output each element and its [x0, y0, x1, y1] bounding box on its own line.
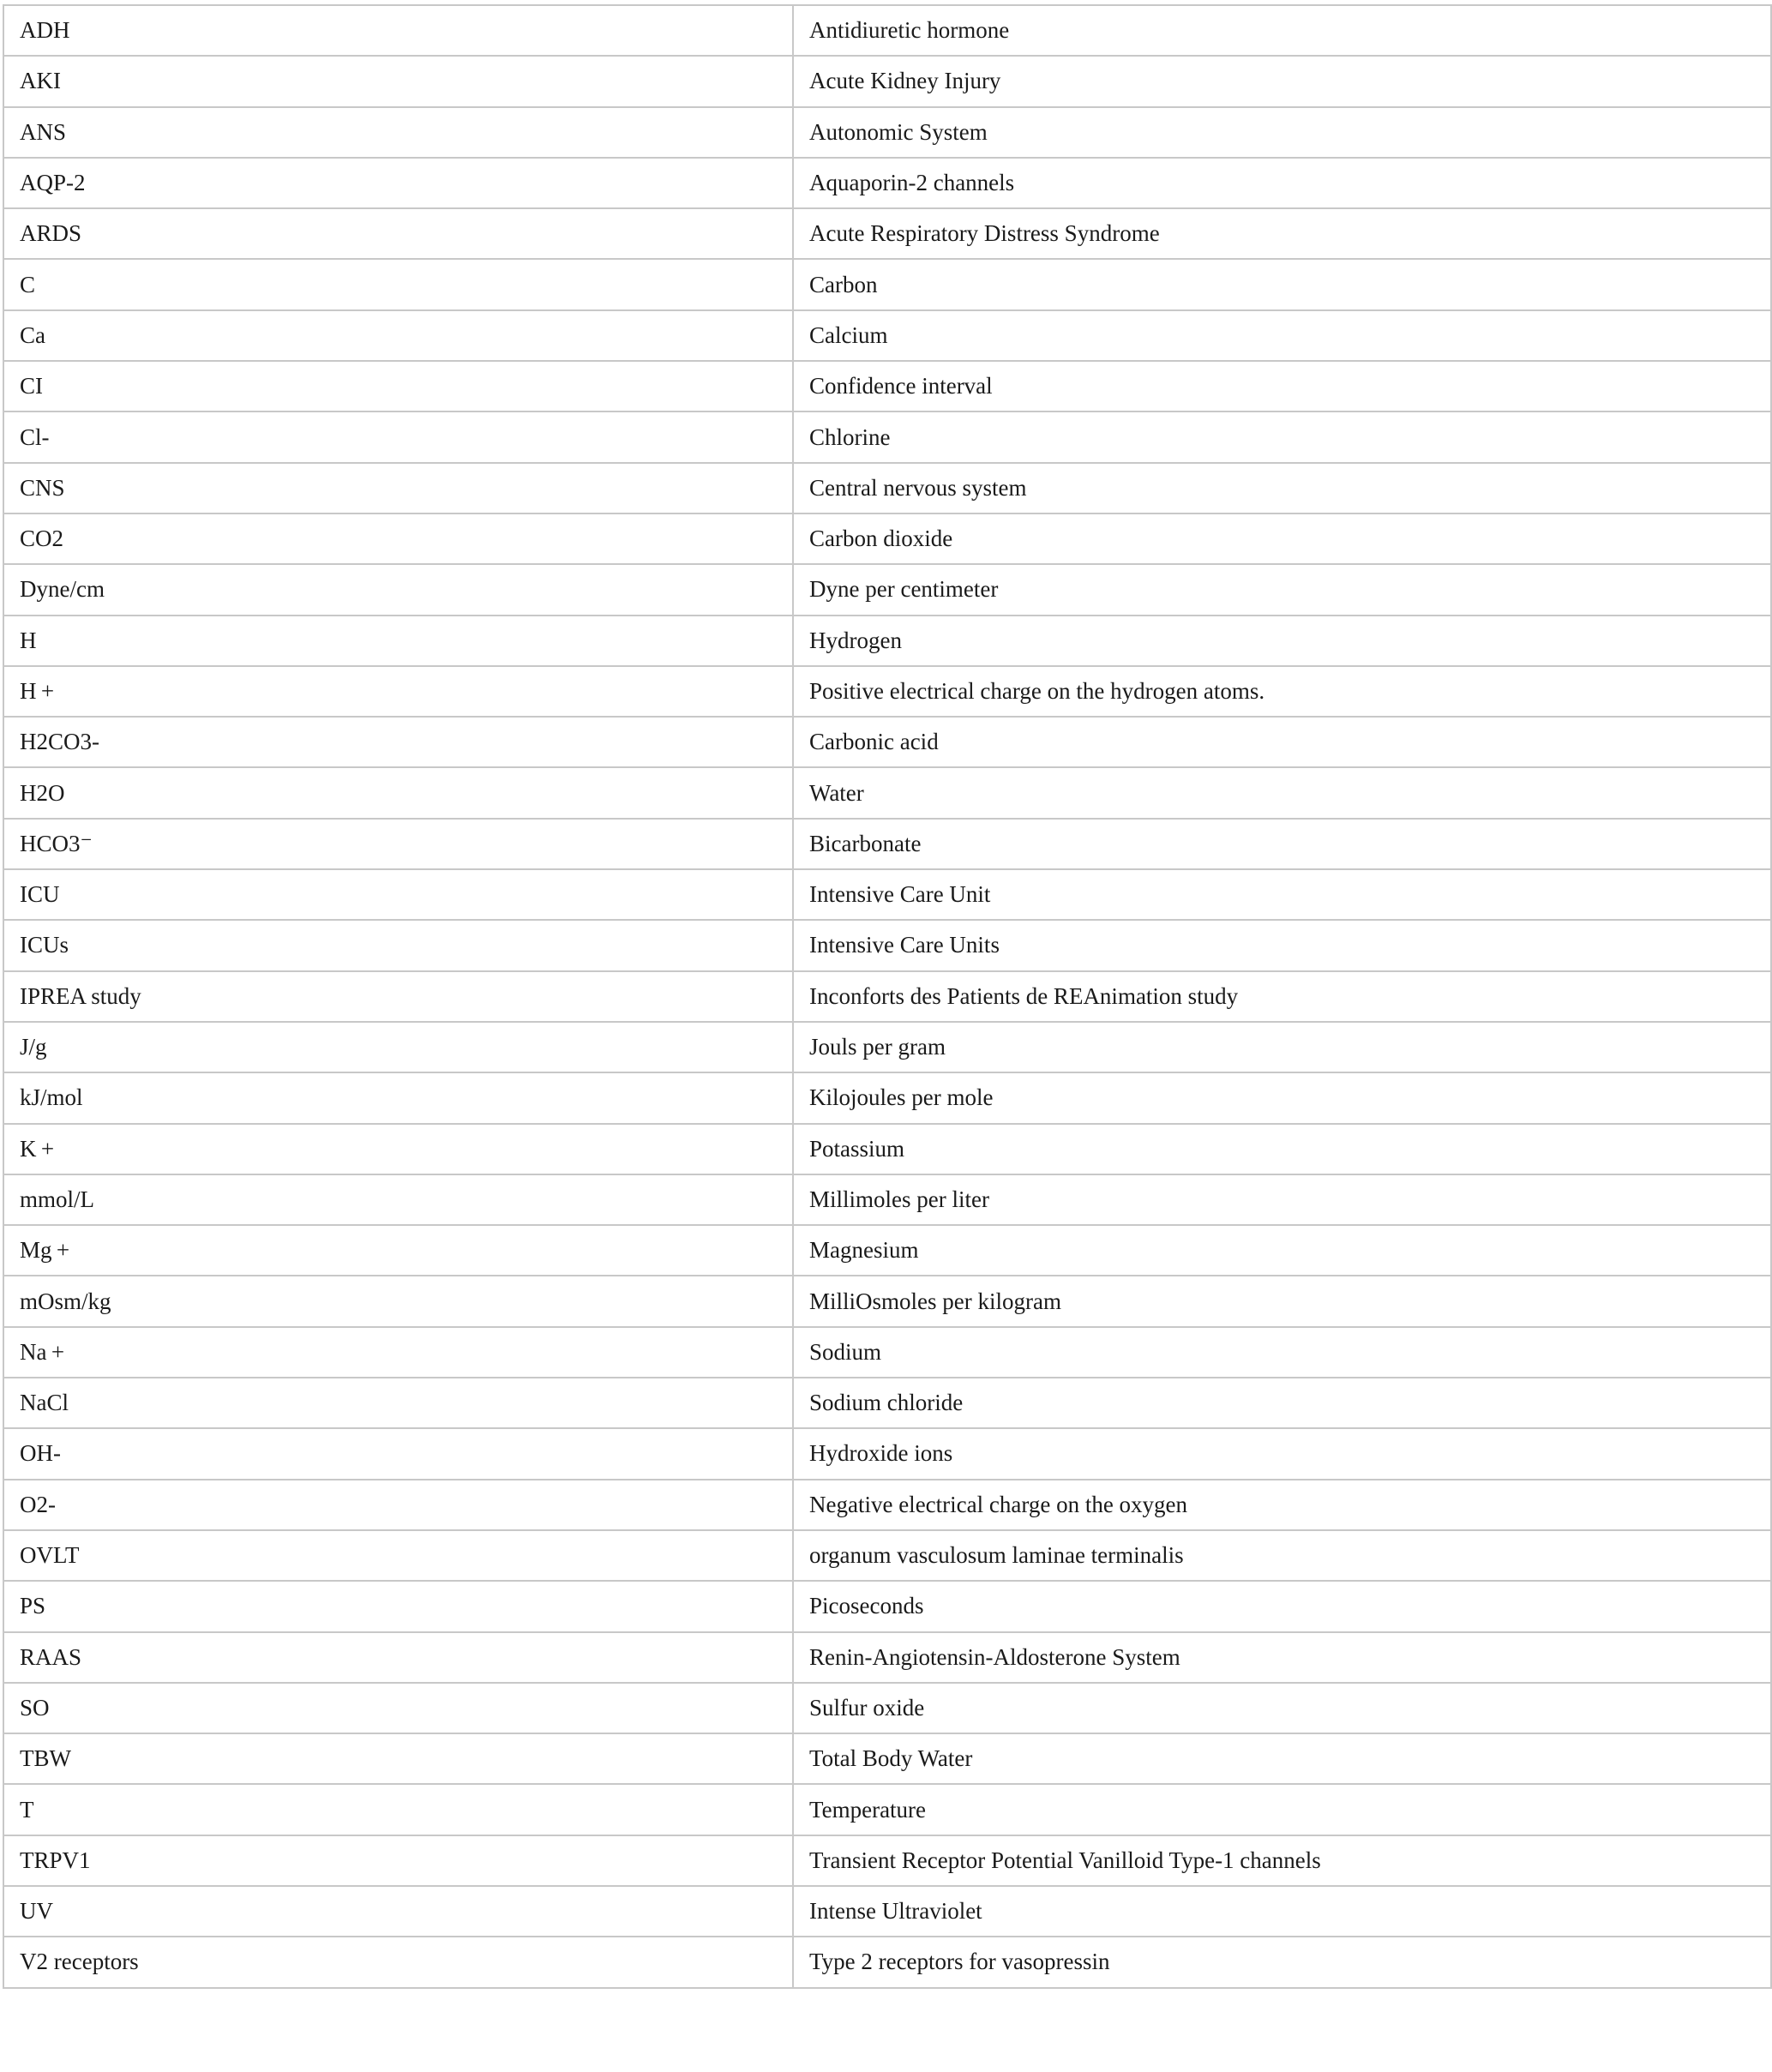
- definition-cell: Type 2 receptors for vasopressin: [793, 1937, 1771, 1987]
- abbreviation-cell: IPREA study: [3, 971, 793, 1022]
- table-row: [3, 1174, 1771, 1225]
- definition-cell: Negative electrical charge on the oxygen: [793, 1480, 1771, 1530]
- definition-cell: Temperature: [793, 1784, 1771, 1835]
- definition-cell: MilliOsmoles per kilogram: [793, 1276, 1771, 1326]
- table-row: [3, 1124, 1771, 1174]
- abbreviation-cell: Cl-: [3, 411, 793, 462]
- definition-cell: Autonomic System: [793, 107, 1771, 158]
- abbreviation-cell: J/g: [3, 1022, 793, 1072]
- definition-cell: Calcium: [793, 310, 1771, 361]
- definition-cell: Hydrogen: [793, 616, 1771, 666]
- table-row: [3, 767, 1771, 818]
- abbreviation-cell: Mg +: [3, 1225, 793, 1276]
- table-row: [3, 56, 1771, 106]
- definition-cell: Carbon: [793, 259, 1771, 309]
- table-row: [3, 513, 1771, 564]
- table-row: [3, 819, 1771, 869]
- abbreviations-table: [3, 4, 1772, 1989]
- table-row: [3, 1072, 1771, 1123]
- abbreviations-table-body: [3, 5, 1771, 1988]
- table-row: [3, 971, 1771, 1022]
- abbreviation-cell: H2O: [3, 767, 793, 818]
- definition-cell: Dyne per centimeter: [793, 564, 1771, 615]
- definition-cell: Intensive Care Units: [793, 920, 1771, 970]
- table-row: [3, 361, 1771, 411]
- abbreviation-cell: TBW: [3, 1733, 793, 1784]
- definition-cell: Chlorine: [793, 411, 1771, 462]
- definition-cell: Magnesium: [793, 1225, 1771, 1276]
- abbreviation-cell: kJ/mol: [3, 1072, 793, 1123]
- abbreviation-cell: HCO3⁻: [3, 819, 793, 869]
- abbreviation-cell: NaCl: [3, 1378, 793, 1428]
- definition-cell: Renin-Angiotensin-Aldosterone System: [793, 1632, 1771, 1683]
- abbreviation-cell: ARDS: [3, 208, 793, 259]
- definition-cell: Acute Respiratory Distress Syndrome: [793, 208, 1771, 259]
- abbreviation-cell: TRPV1: [3, 1835, 793, 1886]
- table-row: [3, 1225, 1771, 1276]
- table-row: [3, 1733, 1771, 1784]
- table-row: [3, 1530, 1771, 1581]
- abbreviation-cell: Na +: [3, 1327, 793, 1378]
- table-row: [3, 920, 1771, 970]
- definition-cell: Central nervous system: [793, 463, 1771, 513]
- table-row: [3, 1378, 1771, 1428]
- definition-cell: Sodium chloride: [793, 1378, 1771, 1428]
- abbreviation-cell: C: [3, 259, 793, 309]
- definition-cell: Water: [793, 767, 1771, 818]
- abbreviation-cell: V2 receptors: [3, 1937, 793, 1987]
- definition-cell: Jouls per gram: [793, 1022, 1771, 1072]
- definition-cell: Positive electrical charge on the hydrogen atoms.: [793, 666, 1771, 717]
- definition-cell: organum vasculosum laminae terminalis: [793, 1530, 1771, 1581]
- abbreviation-cell: RAAS: [3, 1632, 793, 1683]
- table-row: [3, 717, 1771, 767]
- abbreviation-cell: T: [3, 1784, 793, 1835]
- table-row: [3, 1683, 1771, 1733]
- abbreviation-cell: ANS: [3, 107, 793, 158]
- abbreviation-cell: Dyne/cm: [3, 564, 793, 615]
- abbreviation-cell: K +: [3, 1124, 793, 1174]
- abbreviation-cell: CO2: [3, 513, 793, 564]
- table-row: [3, 5, 1771, 56]
- table-row: [3, 1428, 1771, 1479]
- abbreviation-cell: OH-: [3, 1428, 793, 1479]
- abbreviation-cell: ICUs: [3, 920, 793, 970]
- definition-cell: Sulfur oxide: [793, 1683, 1771, 1733]
- table-row: [3, 1632, 1771, 1683]
- abbreviation-cell: H +: [3, 666, 793, 717]
- abbreviation-cell: OVLT: [3, 1530, 793, 1581]
- abbreviation-cell: CNS: [3, 463, 793, 513]
- definition-cell: Carbonic acid: [793, 717, 1771, 767]
- abbreviation-cell: Ca: [3, 310, 793, 361]
- definition-cell: Intense Ultraviolet: [793, 1886, 1771, 1937]
- definition-cell: Carbon dioxide: [793, 513, 1771, 564]
- abbreviation-cell: H: [3, 616, 793, 666]
- definition-cell: Bicarbonate: [793, 819, 1771, 869]
- table-row: [3, 869, 1771, 920]
- table-row: [3, 463, 1771, 513]
- abbreviation-cell: UV: [3, 1886, 793, 1937]
- table-row: [3, 1480, 1771, 1530]
- table-row: [3, 1022, 1771, 1072]
- table-row: [3, 564, 1771, 615]
- definition-cell: Inconforts des Patients de REAnimation study: [793, 971, 1771, 1022]
- definition-cell: Potassium: [793, 1124, 1771, 1174]
- abbreviation-cell: ADH: [3, 5, 793, 56]
- abbreviation-cell: AQP-2: [3, 158, 793, 208]
- table-row: [3, 666, 1771, 717]
- abbreviation-cell: H2CO3-: [3, 717, 793, 767]
- abbreviation-cell: ICU: [3, 869, 793, 920]
- table-row: [3, 1327, 1771, 1378]
- table-row: [3, 1937, 1771, 1987]
- abbreviation-cell: PS: [3, 1581, 793, 1631]
- table-row: [3, 411, 1771, 462]
- definition-cell: Transient Receptor Potential Vanilloid Type-1 channels: [793, 1835, 1771, 1886]
- definition-cell: Confidence interval: [793, 361, 1771, 411]
- table-row: [3, 158, 1771, 208]
- table-row: [3, 1784, 1771, 1835]
- definition-cell: Kilojoules per mole: [793, 1072, 1771, 1123]
- abbreviation-cell: mOsm/kg: [3, 1276, 793, 1326]
- table-row: [3, 208, 1771, 259]
- abbreviation-cell: mmol/L: [3, 1174, 793, 1225]
- table-row: [3, 1886, 1771, 1937]
- table-row: [3, 310, 1771, 361]
- table-row: [3, 1581, 1771, 1631]
- definition-cell: Hydroxide ions: [793, 1428, 1771, 1479]
- definition-cell: Intensive Care Unit: [793, 869, 1771, 920]
- definition-cell: Total Body Water: [793, 1733, 1771, 1784]
- table-row: [3, 107, 1771, 158]
- definition-cell: Millimoles per liter: [793, 1174, 1771, 1225]
- definition-cell: Picoseconds: [793, 1581, 1771, 1631]
- table-row: [3, 1276, 1771, 1326]
- abbreviation-cell: AKI: [3, 56, 793, 106]
- definition-cell: Antidiuretic hormone: [793, 5, 1771, 56]
- abbreviation-cell: SO: [3, 1683, 793, 1733]
- definition-cell: Aquaporin-2 channels: [793, 158, 1771, 208]
- definition-cell: Sodium: [793, 1327, 1771, 1378]
- table-row: [3, 1835, 1771, 1886]
- abbreviation-cell: O2-: [3, 1480, 793, 1530]
- table-row: [3, 259, 1771, 309]
- abbreviation-cell: CI: [3, 361, 793, 411]
- table-row: [3, 616, 1771, 666]
- definition-cell: Acute Kidney Injury: [793, 56, 1771, 106]
